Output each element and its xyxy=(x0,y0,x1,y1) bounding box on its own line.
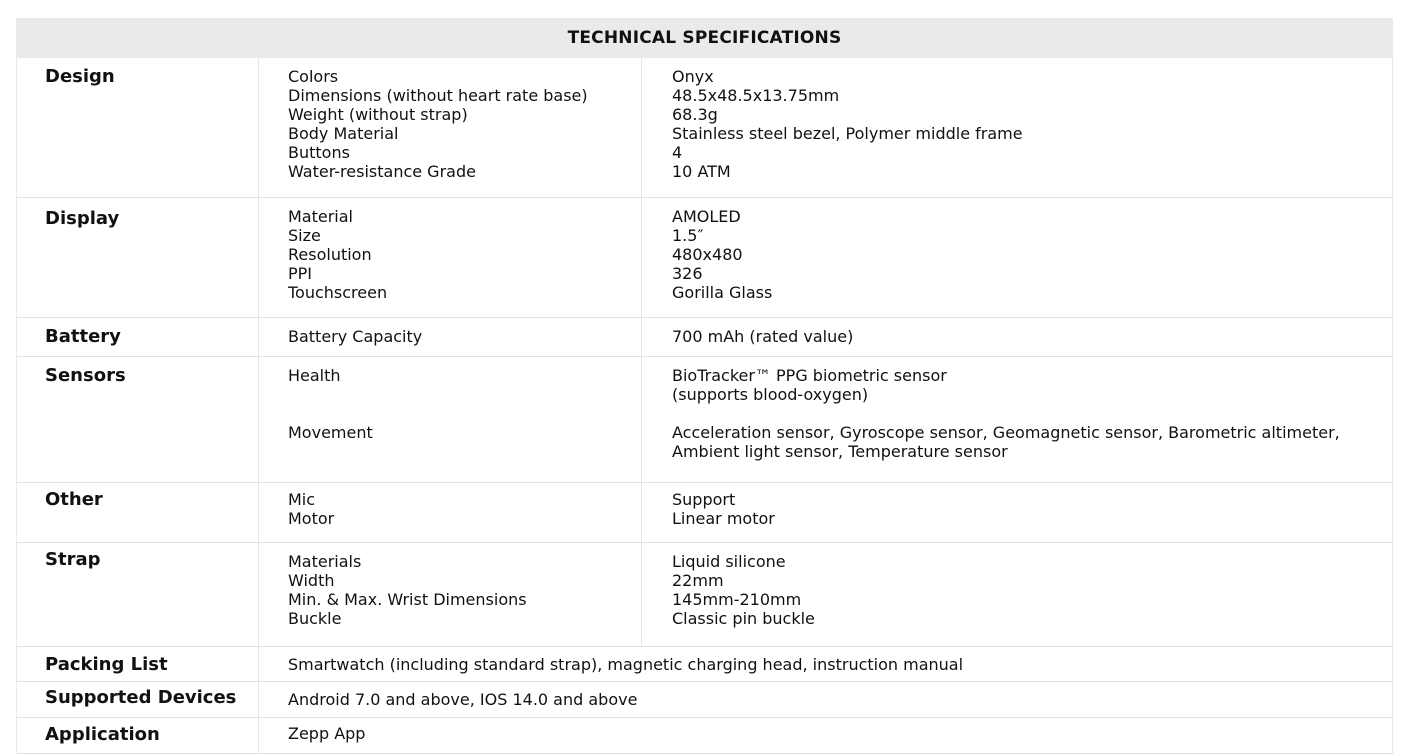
row-display xyxy=(16,198,1393,318)
battery-values xyxy=(672,327,853,346)
row-sensors xyxy=(16,357,1393,483)
spec-value: Classic pin buckle xyxy=(672,609,815,628)
spec-label: Water-resistance Grade xyxy=(288,162,476,181)
application-value: Zepp App xyxy=(288,724,366,743)
spec-title: TECHNICAL SPECIFICATIONS xyxy=(16,18,1393,58)
spec-label: Materials xyxy=(288,552,362,571)
spec-label: Min. & Max. Wrist Dimensions xyxy=(288,590,527,609)
display-labels xyxy=(288,207,387,302)
category-application: Application xyxy=(45,724,160,745)
spec-value: Gorilla Glass xyxy=(672,283,773,302)
spec-label: Buttons xyxy=(288,143,350,162)
spec-label: Touchscreen xyxy=(288,283,388,302)
spec-value: Liquid silicone xyxy=(672,552,786,571)
category-packing-list: Packing List xyxy=(45,654,168,675)
spec-label: Dimensions (without heart rate base) xyxy=(288,86,588,105)
row-supported-devices xyxy=(16,682,1393,718)
spec-value: 145mm-210mm xyxy=(672,590,802,609)
category-strap: Strap xyxy=(45,549,101,570)
spec-label: Weight (without strap) xyxy=(288,105,468,124)
spec-label: Health xyxy=(288,366,341,385)
category-battery: Battery xyxy=(45,326,121,347)
spec-label: Material xyxy=(288,207,353,226)
display-values xyxy=(672,207,772,302)
category-display: Display xyxy=(45,208,120,229)
row-design xyxy=(16,58,1393,198)
row-battery xyxy=(16,318,1393,357)
sensors-labels xyxy=(288,366,373,442)
spec-label: Body Material xyxy=(288,124,399,143)
spec-label: Buckle xyxy=(288,609,342,628)
packing-value: Smartwatch (including standard strap), magnetic charging head, instruction manual xyxy=(288,655,964,674)
spec-value: 10 ATM xyxy=(672,162,731,181)
spec-label: Resolution xyxy=(288,245,372,264)
strap-labels xyxy=(288,552,527,628)
spec-value: Stainless steel bezel, Polymer middle frame xyxy=(672,124,1023,143)
spec-label: PPI xyxy=(288,264,313,283)
spec-label: Size xyxy=(288,226,321,245)
spec-value: 48.5x48.5x13.75mm xyxy=(672,86,840,105)
spec-value: 68.3g xyxy=(672,105,718,124)
spec-value: BioTracker™ PPG biometric sensor xyxy=(672,366,947,385)
spec-table xyxy=(16,18,1393,754)
spec-label: Colors xyxy=(288,67,339,86)
category-sensors: Sensors xyxy=(45,365,126,386)
spec-label: Mic xyxy=(288,490,316,509)
spec-value: 22mm xyxy=(672,571,724,590)
category-supported-devices: Supported Devices xyxy=(45,687,237,708)
spec-value: 480x480 xyxy=(672,245,743,264)
other-labels xyxy=(288,490,334,528)
spec-value: 326 xyxy=(672,264,703,283)
spec-value: (supports blood-oxygen) xyxy=(672,385,869,404)
row-packing-list xyxy=(16,647,1393,682)
spec-value: Support xyxy=(672,490,736,509)
spec-value: 4 xyxy=(672,143,683,162)
spec-value: Onyx xyxy=(672,67,714,86)
spec-value: 700 mAh (rated value) xyxy=(672,327,854,346)
spec-value: Linear motor xyxy=(672,509,775,528)
spec-label: Movement xyxy=(288,423,373,442)
category-other: Other xyxy=(45,489,103,510)
battery-labels xyxy=(288,327,422,346)
design-values xyxy=(672,67,1023,181)
row-other xyxy=(16,483,1393,543)
spec-value: Ambient light sensor, Temperature sensor xyxy=(672,442,1008,461)
row-application xyxy=(16,718,1393,754)
spec-label: Width xyxy=(288,571,335,590)
design-labels xyxy=(288,67,588,181)
devices-value: Android 7.0 and above, IOS 14.0 and above xyxy=(288,690,638,709)
spec-value: Acceleration sensor, Gyroscope sensor, Geomagnetic sensor, Barometric altimeter, xyxy=(672,423,1340,442)
spec-label: Motor xyxy=(288,509,335,528)
other-values xyxy=(672,490,775,528)
strap-values xyxy=(672,552,815,628)
spec-value: AMOLED xyxy=(672,207,741,226)
category-design: Design xyxy=(45,66,115,87)
spec-value: 1.5″ xyxy=(672,226,704,245)
row-strap xyxy=(16,543,1393,647)
spec-label: Battery Capacity xyxy=(288,327,423,346)
sensors-values xyxy=(672,366,1340,461)
